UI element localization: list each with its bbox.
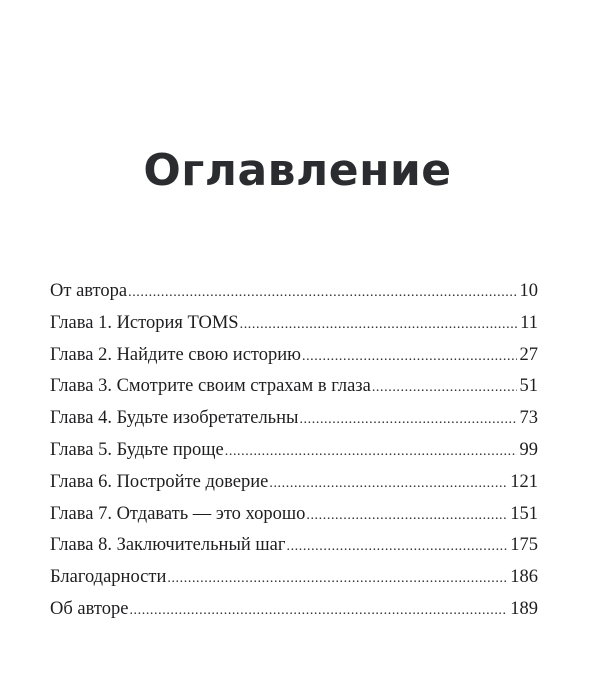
toc-entry-page: 189 <box>510 598 538 619</box>
toc-entry-page: 151 <box>510 503 538 524</box>
dot-leader <box>299 407 516 433</box>
toc-entry-title: Глава 2. Найдите свою историю <box>50 344 301 365</box>
toc-entry <box>50 310 538 342</box>
dot-leader <box>302 344 517 370</box>
toc-entry-title: Об авторе <box>50 598 129 619</box>
toc-entry <box>50 532 538 564</box>
toc-entry <box>50 373 538 405</box>
toc-entry-page: 186 <box>510 567 538 588</box>
toc-entry-page: 27 <box>519 344 538 365</box>
toc-entry-title: Глава 6. Постройте доверие <box>50 471 269 492</box>
dot-leader <box>306 503 507 529</box>
toc-entry-title: Глава 1. История TOMS <box>50 312 239 333</box>
dot-leader <box>225 439 517 465</box>
toc-entry <box>50 437 538 469</box>
toc-entry <box>50 405 538 437</box>
toc-entry-title: Глава 7. Отдавать — это хорошо <box>50 503 306 524</box>
toc-entry <box>50 501 538 533</box>
toc-entry-title: Глава 3. Смотрите своим страхам в глаза <box>50 376 371 397</box>
dot-leader <box>167 566 507 592</box>
toc-entry-title: От автора <box>50 281 128 301</box>
toc-entry-page: 73 <box>519 408 538 429</box>
toc-entry <box>50 596 538 628</box>
toc-entry-page: 99 <box>519 439 538 460</box>
toc-entry-title: Глава 5. Будьте проще <box>50 439 224 460</box>
toc-entry-page: 10 <box>519 281 538 301</box>
dot-leader <box>286 534 507 560</box>
dot-leader <box>240 312 518 338</box>
toc-entry <box>50 278 538 310</box>
toc-entry-title: Благодарности <box>50 567 167 588</box>
page-title: Оглавление <box>143 145 452 197</box>
toc-entry-page: 175 <box>510 535 538 556</box>
dot-leader <box>269 471 507 497</box>
toc-entry-title: Глава 8. Заключительный шаг <box>50 535 286 556</box>
toc-entry-page: 51 <box>519 376 538 397</box>
toc-entry-page: 121 <box>510 471 538 492</box>
dot-leader <box>128 280 516 306</box>
toc-entry-title: Глава 4. Будьте изобретательны <box>50 408 299 429</box>
toc-entry-page: 11 <box>520 312 538 333</box>
dot-leader <box>129 598 507 624</box>
toc-entry <box>50 564 538 596</box>
table-of-contents <box>50 278 538 628</box>
toc-entry <box>50 469 538 501</box>
dot-leader <box>372 375 517 401</box>
toc-entry <box>50 342 538 374</box>
